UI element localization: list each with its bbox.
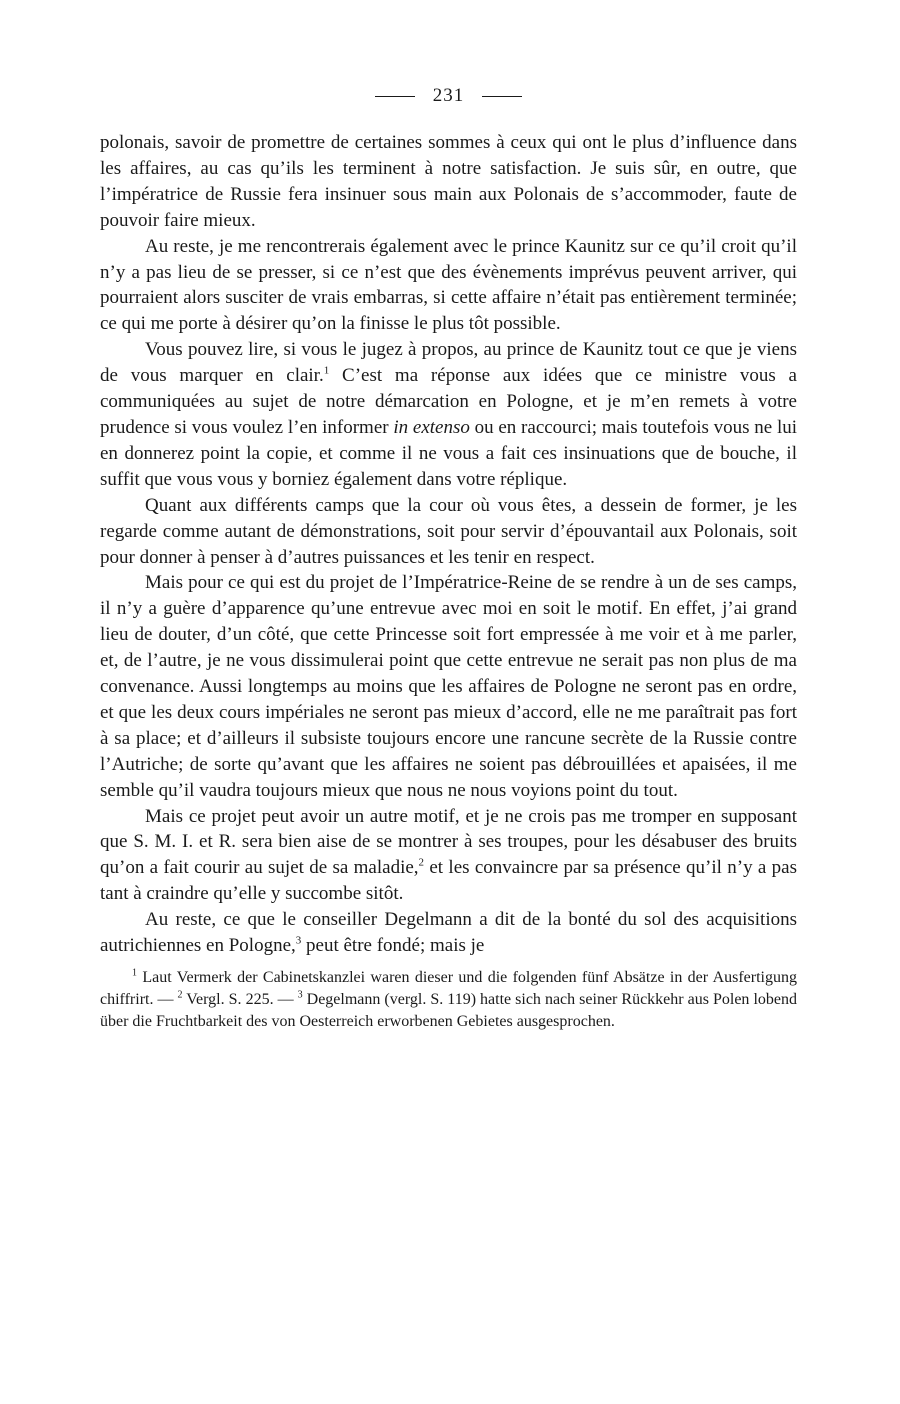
text-run: ou en raccourci; mais toutefois vous ne lui en donnerez point la copie, et comme il ne vous a fait ces insinuations que de bouche, il suffit que vous vous y borniez également dans votre réplique.: [100, 416, 798, 490]
footnote-text: Vergl. S. 225. —: [182, 991, 298, 1008]
italic-text: in extenso: [393, 416, 470, 438]
paragraph: [100, 804, 797, 908]
footnote-reference: 2: [418, 857, 425, 870]
paragraph: [100, 337, 797, 492]
footnote-text: Laut Vermerk der Cabinetskanzlei waren dieser und die folgenden fünf Absätze in der Ausfertigung chiffrirt. —: [100, 969, 797, 1008]
footnote-mark: 2: [177, 989, 183, 1001]
paragraph: [100, 234, 797, 338]
text-run: Quant aux différents camps que la cour où vous êtes, a dessein de former, je les regarde comme autant de démonstrations, soit pour servir d’épouvantail aux Polonais, soit pour donner à penser à d’autres puissances et les tenir en respect.: [100, 494, 797, 568]
paragraph: [100, 130, 797, 234]
text-run: peut être fondé; mais je: [301, 935, 485, 957]
text-run: Mais pour ce qui est du projet de l’Impératrice-Reine de se rendre à un de ses camps, il n’y a guère d’apparence qu’une entrevue avec moi en soit le motif. En effet, j’ai grand lieu de douter, d’un côté, que cette Princesse soit fort empressée à me voir et à me parler, et, de l’autre, je ne vous dissimulerai point que cette entrevue ne serait pas non plus de ma convenance. Aussi longtemps au moins que les affaires de Pologne ne seront pas en ordre, et que les deux cours impériales ne seront pas mieux d’accord, elle ne me paraîtrait pas fort à sa place; et d’ailleurs il subsiste toujours encore une rancune secrète de la Russie contre l’Autriche; de sorte qu’avant que les affaires ne soient pas débrouillées et apaisées, il me semble qu’il vaudra toujours mieux que nous ne nous voyions point du tout.: [100, 572, 797, 801]
footnote-reference: 3: [295, 934, 302, 947]
page-header: [100, 84, 797, 108]
footnotes: [100, 967, 797, 1033]
paragraph: [100, 907, 797, 959]
text-run: Au reste, ce que le conseiller Degelmann a dit de la bonté du sol des acquisitions autrichiennes en Pologne,: [100, 909, 797, 957]
footnote-mark: 3: [297, 989, 303, 1001]
text-run: et les convaincre par sa présence qu’il n’y a pas tant à craindre qu’elle y succombe sitôt.: [100, 857, 797, 905]
paragraph: [100, 570, 797, 803]
footnote-block: [100, 967, 797, 1033]
paragraph: [100, 493, 797, 571]
footnote-mark: 1: [132, 967, 137, 979]
document-page: [100, 84, 797, 1033]
header-rule-right: [482, 96, 522, 97]
body-text: [100, 130, 797, 959]
text-run: C’est ma réponse aux idées que ce ministre vous a communiquées au sujet de notre démarcation en Pologne, et je m’en remets à votre prudence si vous voulez l’en informer: [100, 365, 797, 438]
footnote-text: Degelmann (vergl. S. 119) hatte sich nach seiner Rückkehr aus Polen lobend über die Fruchtbarkeit des von Oesterreich erworbenen Gebietes ausgesprochen.: [100, 991, 798, 1030]
text-run: Mais ce projet peut avoir un autre motif, et je ne crois pas me tromper en supposant que S. M. I. et R. sera bien aise de se montrer à ses troupes, pour les désabuser des bruits qu’on a fait courir au sujet de sa maladie,: [100, 805, 797, 879]
text-run: Vous pouvez lire, si vous le jugez à propos, au prince de Kaunitz tout ce que je viens de vous marquer en clair.: [100, 339, 797, 387]
header-rule-left: [375, 96, 415, 97]
page-number: 231: [432, 85, 465, 106]
footnote-reference: 1: [323, 364, 330, 377]
text-run: Au reste, je me rencontrerais également avec le prince Kaunitz sur ce qu’il croit qu’il n’y a pas lieu de se presser, si ce n’est que des évènements imprévus peuvent arriver, qui pourraient alors susciter de vrais embarras, si cette affaire n’était pas entièrement terminée; ce qui me porte à désirer qu’on la finisse le plus tôt possible.: [100, 235, 797, 335]
text-run: polonais, savoir de promettre de certaines sommes à ceux qui ont le plus d’influence dans les affaires, au cas qu’ils les terminent à notre satisfaction. Je suis sûr, en outre, que l’impératrice de Russie fera insinuer sous main aux Polonais de s’accommoder, faute de pouvoir faire mieux.: [100, 132, 797, 231]
